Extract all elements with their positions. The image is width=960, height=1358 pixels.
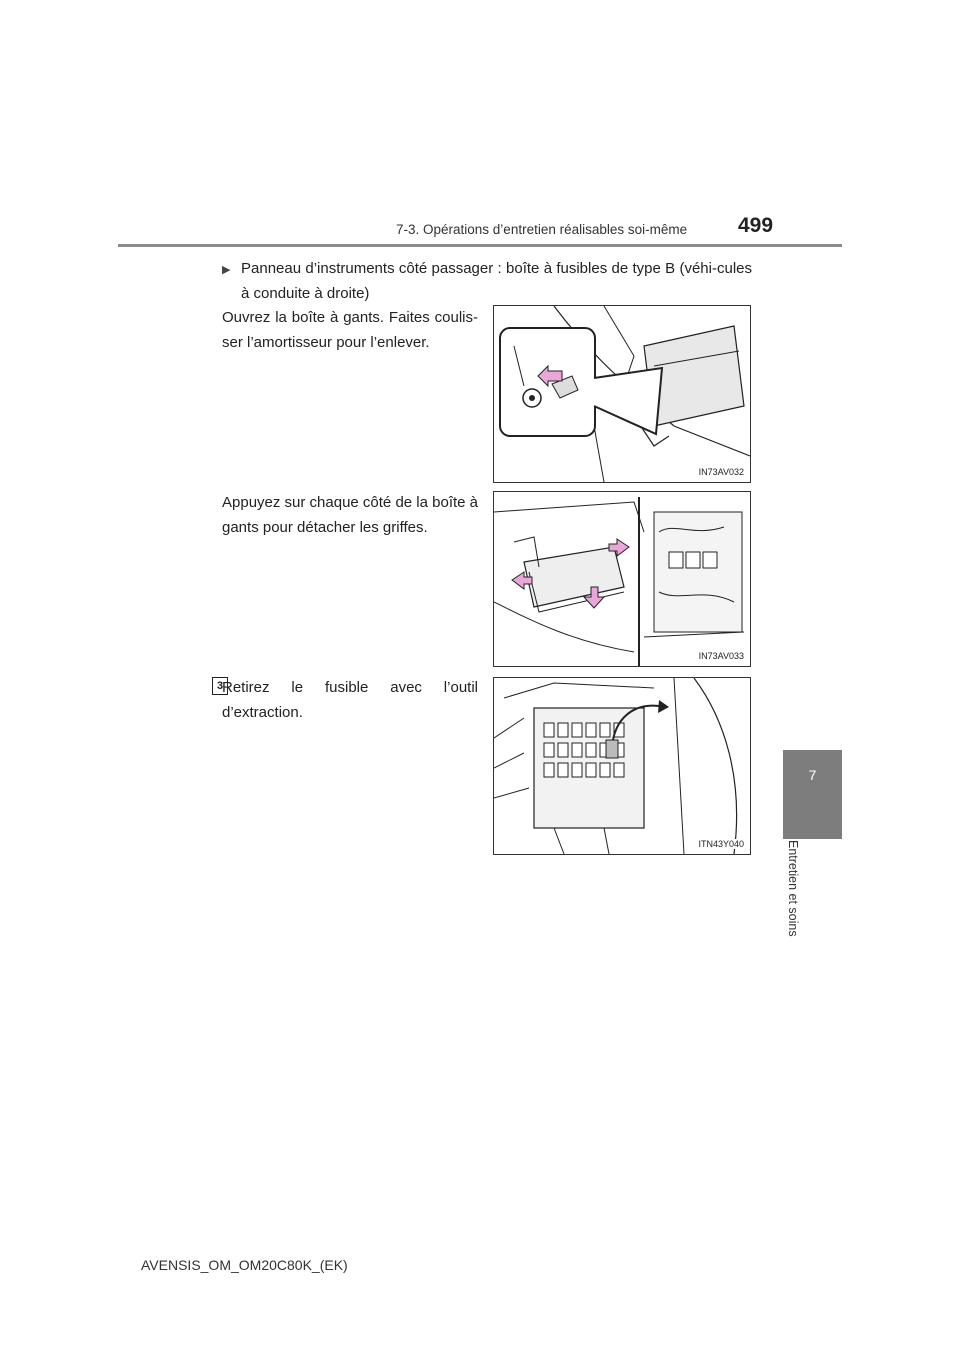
document-code: AVENSIS_OM_OM20C80K_(EK) [141,1257,348,1273]
intro-bullet-text: Panneau d’instruments côté passager : boîte à fusibles de type B (véhi-cules à conduite à droite) [241,260,752,302]
figure-glovebox-claws [493,491,751,667]
figure-code: ITN43Y040 [698,839,744,849]
figure-fuse-extraction [493,677,751,855]
figure-code: IN73AV033 [698,651,744,661]
triangle-bullet-icon: ▶ [222,264,231,276]
chapter-tab [783,750,842,839]
intro-bullet [222,256,752,306]
figure-code: IN73AV032 [698,467,744,477]
chapter-number: 7 [808,767,817,783]
glovebox-claws-illustration [494,492,750,666]
step-2-text: Appuyez sur chaque côté de la boîte à gants pour détacher les griffes. [222,494,479,536]
step-1-text: Ouvrez la boîte à gants. Faites coulis-ser l’amortisseur pour l’enlever. [222,309,478,351]
page-number: 499 [738,214,774,237]
step-3-text: Retirez le fusible avec l’outil d’extraction. [222,679,478,721]
glovebox-damper-illustration [494,306,750,482]
section-title: 7-3. Opérations d’entretien réalisables soi-même [396,222,688,237]
step-number-badge: 3 [212,677,228,695]
figure-glovebox-damper [493,305,751,483]
fuse-extraction-illustration [494,678,750,854]
header-divider [118,244,842,247]
chapter-label: Entretien et soins [786,840,800,937]
